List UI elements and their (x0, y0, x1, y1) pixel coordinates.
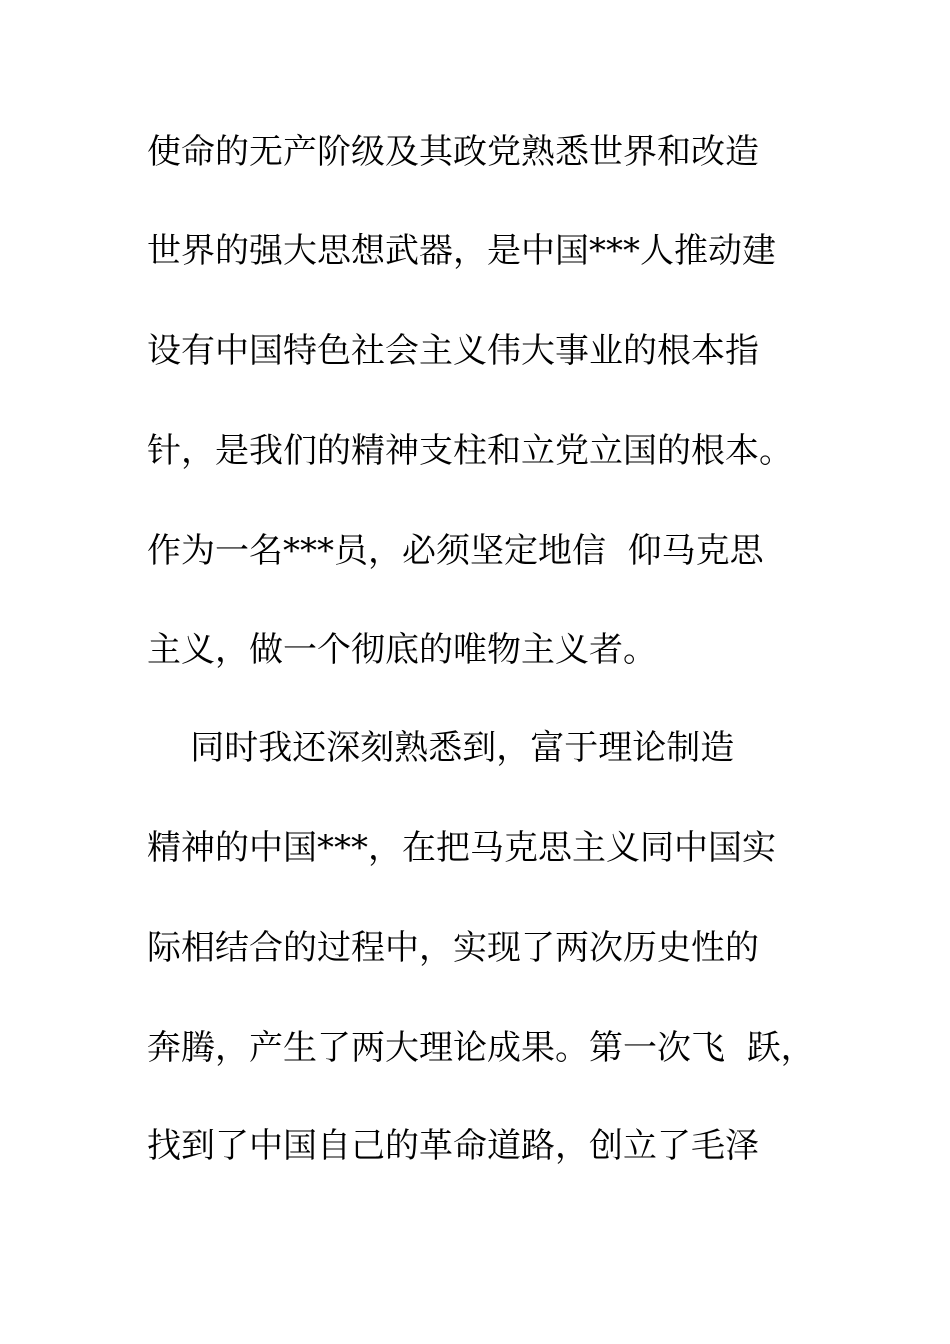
text-line: 设有中国特色社会主义伟大事业的根本指 (147, 331, 759, 371)
text-line: 找到了中国自己的革命道路，创立了毛泽 (147, 1126, 759, 1166)
text-line: 世界的强大思想武器，是中国***人推动建 (147, 231, 776, 271)
text-line: 使命的无产阶级及其政党熟悉世界和改造 (147, 132, 759, 172)
text-line: 作为一名***员，必须坚定地信 仰马克思 (147, 531, 764, 571)
text-line: 精神的中国***，在把马克思主义同中国实 (147, 828, 776, 868)
text-line: 际相结合的过程中，实现了两次历史性的 (147, 928, 759, 968)
paragraph-start-line: 同时我还深刻熟悉到，富于理论制造 (147, 728, 735, 768)
text-line: 针，是我们的精神支柱和立党立国的根本。 (147, 431, 793, 471)
text-line: 主义，做一个彻底的唯物主义者。 (147, 630, 657, 670)
text-line: 奔腾，产生了两大理论成果。第一次飞 跃， (147, 1028, 815, 1068)
